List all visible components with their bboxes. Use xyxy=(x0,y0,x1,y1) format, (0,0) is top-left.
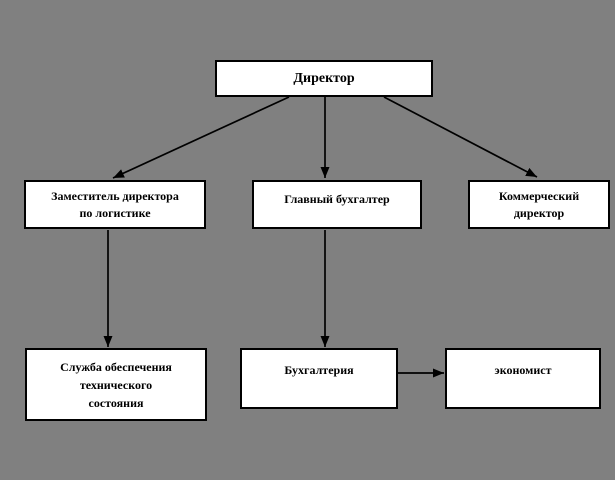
node-economist xyxy=(445,348,601,409)
node-tech-service-label-line1: Служба обеспечения xyxy=(60,359,172,374)
node-commercial-director-label-line2: директор xyxy=(513,205,565,220)
node-chief-accountant-label: Главный бухгалтер xyxy=(284,192,390,206)
node-commercial-director xyxy=(468,180,610,229)
node-director xyxy=(215,60,433,97)
node-tech-service-label-line3: состояния xyxy=(88,395,144,410)
node-deputy-logistics xyxy=(24,180,206,229)
node-accounting-label: Бухгалтерия xyxy=(284,363,354,377)
node-deputy-logistics-label-line2: по логистике xyxy=(79,205,151,220)
node-commercial-director-label-line1: Коммерческий xyxy=(498,188,580,203)
node-tech-service xyxy=(25,348,207,421)
node-tech-service-label-line2: технического xyxy=(79,377,153,392)
node-director-label: Директор xyxy=(293,71,355,86)
node-deputy-logistics-label-line1: Заместитель директора xyxy=(51,188,179,203)
node-chief-accountant xyxy=(252,180,422,229)
arrow-director-to-commercial xyxy=(384,97,537,177)
arrow-director-to-deputy xyxy=(113,97,289,178)
node-accounting xyxy=(240,348,398,409)
node-economist-label: экономист xyxy=(494,363,552,377)
